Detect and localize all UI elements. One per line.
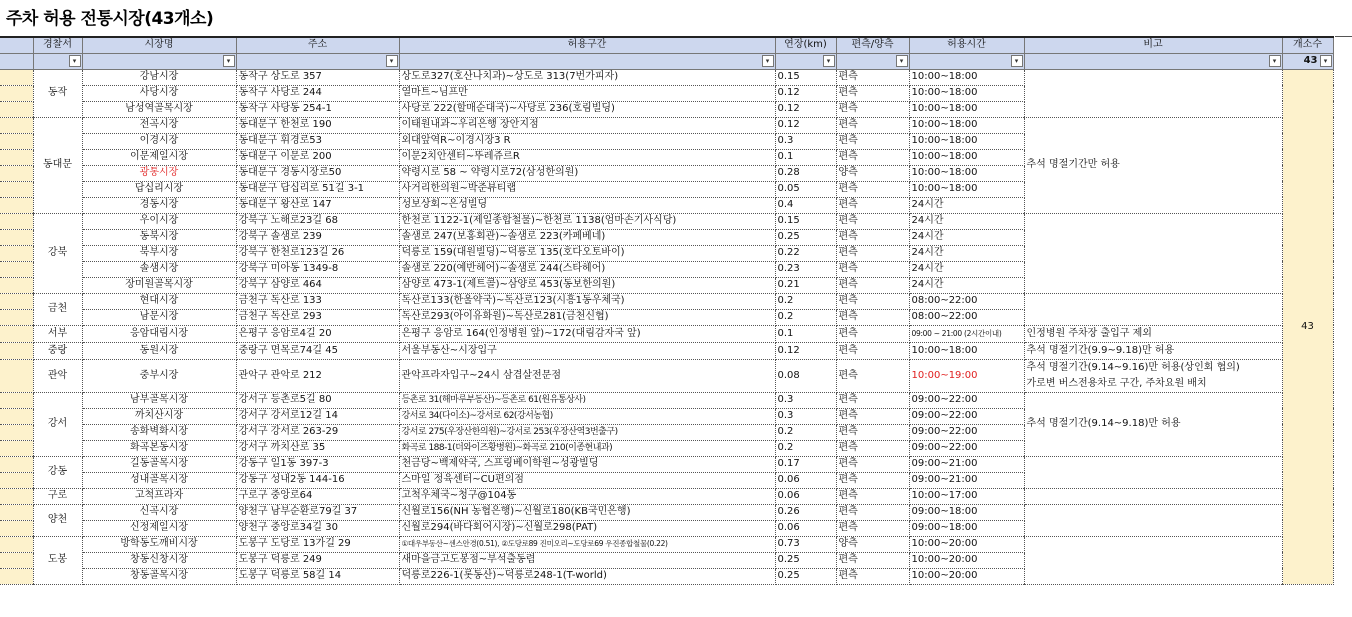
section-cell[interactable]: 덕릉로 159(대원빌딩)~덕릉로 135(호다오토바이) (399, 245, 775, 261)
section-cell[interactable]: 서울부동산~시장입구 (399, 342, 775, 359)
address-cell[interactable]: 중랑구 면목로74길 45 (236, 342, 399, 359)
row-margin-cell (0, 149, 33, 165)
section-cell[interactable]: 화곡로 188-1(더와이즈황병원)~화곡로 210(이종현내과) (399, 440, 775, 456)
length-cell[interactable]: 0.2 (775, 440, 836, 456)
row-margin-cell (0, 568, 33, 584)
hours-cell[interactable]: 10:00~18:00 (909, 133, 1024, 149)
address-cell[interactable]: 강북구 미아동 1349-8 (236, 261, 399, 277)
side-cell[interactable]: 편측 (836, 101, 909, 117)
header-row (0, 37, 1333, 53)
row-margin-cell (0, 101, 33, 117)
table-row (0, 293, 1333, 309)
side-cell[interactable]: 편측 (836, 309, 909, 325)
market-name-cell[interactable]: 현대시장 (82, 293, 236, 309)
section-cell[interactable]: ①대우부동산~센스안경(0.51), ②도당로89 진미오리~도당로69 우진종합철물(0.22) (399, 536, 775, 552)
hours-cell[interactable]: 10:00~17:00 (909, 488, 1024, 504)
row-margin-cell (0, 520, 33, 536)
hours-cell[interactable]: 24시간 (909, 197, 1024, 213)
address-cell[interactable]: 동대문구 답십리로 51길 3-1 (236, 181, 399, 197)
row-margin-cell (0, 293, 33, 309)
market-name-cell[interactable]: 사당시장 (82, 85, 236, 101)
address-cell[interactable]: 도봉구 덕릉로 58길 14 (236, 568, 399, 584)
remarks-cell[interactable] (1024, 342, 1282, 359)
hours-cell[interactable]: 24시간 (909, 277, 1024, 293)
remarks-cell[interactable] (1024, 293, 1282, 325)
side-cell[interactable]: 편측 (836, 325, 909, 342)
remarks-cell[interactable] (1024, 69, 1282, 117)
hours-cell[interactable]: 10:00~18:00 (909, 181, 1024, 197)
hours-cell[interactable]: 10:00~18:00 (909, 342, 1024, 359)
length-cell[interactable]: 0.12 (775, 101, 836, 117)
side-cell[interactable]: 편측 (836, 149, 909, 165)
length-cell[interactable]: 0.25 (775, 568, 836, 584)
filter-hours (909, 53, 1024, 69)
row-margin-cell (0, 536, 33, 552)
section-cell[interactable]: 성보상회~은성빌딩 (399, 197, 775, 213)
market-name-cell[interactable]: 강남시장 (82, 69, 236, 85)
length-cell[interactable]: 0.3 (775, 133, 836, 149)
police-station-cell[interactable]: 관악 (33, 359, 82, 392)
address-cell[interactable]: 양천구 남부순환로79길 37 (236, 504, 399, 520)
section-cell[interactable]: 덕릉로226-1(롯동산)~덕릉로248-1(T-world) (399, 568, 775, 584)
address-cell[interactable]: 동대문구 왕산로 147 (236, 197, 399, 213)
row-margin-cell (0, 342, 33, 359)
hours-cell[interactable]: 09:00~22:00 (909, 424, 1024, 440)
address-cell[interactable]: 동작구 사당동 254-1 (236, 101, 399, 117)
side-cell[interactable]: 편측 (836, 504, 909, 520)
length-cell[interactable]: 0.21 (775, 277, 836, 293)
remark-text: 추석 명절기간(9.9~9.18)만 허용 (1026, 344, 1175, 356)
header-length[interactable]: 연장(km) (775, 37, 836, 53)
row-margin-cell (0, 392, 33, 408)
side-cell[interactable]: 편측 (836, 293, 909, 309)
section-cell[interactable]: 솔샘로 220(예반헤어)~솔샘로 244(스타헤어) (399, 261, 775, 277)
side-cell[interactable]: 편측 (836, 424, 909, 440)
filter-length (775, 53, 836, 69)
market-name-cell[interactable]: 우이시장 (82, 213, 236, 229)
length-cell[interactable]: 0.12 (775, 117, 836, 133)
market-name-cell[interactable]: 솔샘시장 (82, 261, 236, 277)
length-cell[interactable]: 0.06 (775, 520, 836, 536)
table-row (0, 504, 1333, 520)
section-cell[interactable]: 스마일 정육센터~CU편의점 (399, 472, 775, 488)
dropdown-arrow-icon[interactable]: ▾ (896, 55, 908, 67)
table-row (0, 456, 1333, 472)
address-cell[interactable]: 강북구 솔샘로 239 (236, 229, 399, 245)
remarks-cell[interactable] (1024, 536, 1282, 584)
address-cell[interactable]: 강북구 한천로123길 26 (236, 245, 399, 261)
table-row (0, 342, 1333, 359)
market-name-cell[interactable]: 송화벽화시장 (82, 424, 236, 440)
hours-cell[interactable]: 10:00~20:00 (909, 536, 1024, 552)
address-cell[interactable]: 강북구 삼양로 464 (236, 277, 399, 293)
side-cell[interactable]: 편측 (836, 520, 909, 536)
length-cell[interactable]: 0.23 (775, 261, 836, 277)
header-hours[interactable]: 허용시간 (909, 37, 1024, 53)
side-cell[interactable]: 편측 (836, 229, 909, 245)
row-margin-cell (0, 488, 33, 504)
page-title: 주차 허용 전통시장(43개소) (6, 9, 214, 29)
row-margin-cell (0, 229, 33, 245)
market-name-cell[interactable]: 신정제일시장 (82, 520, 236, 536)
row-margin-cell (0, 213, 33, 229)
length-cell[interactable]: 0.2 (775, 424, 836, 440)
length-cell[interactable]: 0.06 (775, 488, 836, 504)
row-margin-cell (0, 456, 33, 472)
market-name-cell[interactable]: 동북시장 (82, 229, 236, 245)
remarks-cell[interactable] (1024, 456, 1282, 488)
market-name-cell[interactable]: 북부시장 (82, 245, 236, 261)
market-name-cell[interactable]: 광통시장 (82, 165, 236, 181)
address-cell[interactable]: 은평구 응암로4길 20 (236, 325, 399, 342)
hours-cell[interactable]: 10:00~18:00 (909, 85, 1024, 101)
hours-cell[interactable]: 09:00~18:00 (909, 520, 1024, 536)
police-station-cell[interactable]: 동대문 (33, 117, 82, 213)
address-cell[interactable]: 관악구 관악로 212 (236, 359, 399, 392)
side-cell[interactable]: 편측 (836, 440, 909, 456)
address-cell[interactable]: 동작구 상도로 357 (236, 69, 399, 85)
market-name-cell[interactable]: 길동골목시장 (82, 456, 236, 472)
row-margin-cell (0, 424, 33, 440)
header-market[interactable]: 시장명 (82, 37, 236, 53)
row-margin-cell (0, 165, 33, 181)
hours-cell[interactable]: 09:00 ~ 21:00 (2시간이내) (909, 325, 1024, 342)
hours-cell[interactable]: 10:00~18:00 (909, 69, 1024, 85)
length-cell[interactable]: 0.25 (775, 552, 836, 568)
row-margin-cell (0, 552, 33, 568)
side-cell[interactable]: 편측 (836, 245, 909, 261)
length-cell[interactable]: 0.06 (775, 472, 836, 488)
hours-cell[interactable]: 24시간 (909, 229, 1024, 245)
remarks-cell[interactable] (1024, 488, 1282, 504)
row-margin-cell (0, 117, 33, 133)
dropdown-arrow-icon[interactable]: ▾ (1320, 55, 1332, 67)
side-cell[interactable]: 편측 (836, 392, 909, 408)
section-cell[interactable]: 열마트~님프만 (399, 85, 775, 101)
remark-text: 인정병원 주차장 출입구 제외 (1026, 327, 1152, 339)
side-cell[interactable]: 편측 (836, 568, 909, 584)
side-cell[interactable]: 양측 (836, 536, 909, 552)
market-name-cell[interactable]: 고척프라자 (82, 488, 236, 504)
section-cell[interactable]: 새마을금고도봉점~부석출동렴 (399, 552, 775, 568)
dropdown-arrow-icon[interactable]: ▾ (823, 55, 835, 67)
hours-cell[interactable]: 09:00~22:00 (909, 392, 1024, 408)
hours-cell[interactable]: 10:00~18:00 (909, 149, 1024, 165)
market-name-cell[interactable]: 창동신창시장 (82, 552, 236, 568)
length-cell[interactable]: 0.17 (775, 456, 836, 472)
length-cell[interactable]: 0.12 (775, 342, 836, 359)
side-cell[interactable]: 편측 (836, 197, 909, 213)
section-cell[interactable]: 사거리한의원~박준뷰티랩 (399, 181, 775, 197)
dropdown-arrow-icon[interactable]: ▾ (69, 55, 81, 67)
market-name-cell[interactable]: 전곡시장 (82, 117, 236, 133)
hours-cell[interactable]: 10:00~19:00 (909, 359, 1024, 392)
side-cell[interactable]: 편측 (836, 277, 909, 293)
market-name-cell[interactable]: 이경시장 (82, 133, 236, 149)
address-cell[interactable]: 강동구 일1동 397-3 (236, 456, 399, 472)
length-cell[interactable]: 0.2 (775, 293, 836, 309)
hours-cell[interactable]: 10:00~18:00 (909, 101, 1024, 117)
address-cell[interactable]: 동대문구 한천로 190 (236, 117, 399, 133)
section-cell[interactable]: 신월로294(바다회어시장)~신월로298(PAT) (399, 520, 775, 536)
market-name-cell[interactable]: 화곡본동시장 (82, 440, 236, 456)
hours-cell[interactable]: 09:00~21:00 (909, 456, 1024, 472)
remarks-cell[interactable] (1024, 392, 1282, 456)
row-margin-cell (0, 325, 33, 342)
length-cell[interactable]: 0.1 (775, 325, 836, 342)
side-cell[interactable]: 편측 (836, 69, 909, 85)
side-cell[interactable]: 편측 (836, 261, 909, 277)
hours-cell[interactable]: 24시간 (909, 261, 1024, 277)
side-cell[interactable]: 편측 (836, 472, 909, 488)
section-cell[interactable]: 사당로 222(할매순대국)~사당로 236(호림빌딩) (399, 101, 775, 117)
address-cell[interactable]: 동작구 사당로 244 (236, 85, 399, 101)
dropdown-arrow-icon[interactable]: ▾ (386, 55, 398, 67)
remark-text: 추석 명절기간만 허용 (1026, 159, 1120, 170)
address-cell[interactable]: 동대문구 휘경로53 (236, 133, 399, 149)
dropdown-arrow-icon[interactable]: ▾ (762, 55, 774, 67)
row-margin-cell (0, 245, 33, 261)
header-remarks[interactable]: 비고 (1024, 37, 1282, 53)
row-margin-cell (0, 197, 33, 213)
market-name-cell[interactable]: 장미원골목시장 (82, 277, 236, 293)
row-margin-cell (0, 69, 33, 85)
row-margin-cell (0, 408, 33, 424)
filter-count (1282, 53, 1333, 69)
side-cell[interactable]: 편측 (836, 359, 909, 392)
side-cell[interactable]: 편측 (836, 408, 909, 424)
remark-text: 추석 명절기간(9.14~9.18)만 허용 (1026, 418, 1181, 429)
side-cell[interactable]: 양측 (836, 165, 909, 181)
table-row (0, 488, 1333, 504)
length-cell[interactable]: 0.2 (775, 309, 836, 325)
market-name-cell[interactable]: 남성역골목시장 (82, 101, 236, 117)
table-row (0, 359, 1333, 392)
filter-section (399, 53, 775, 69)
row-margin-cell (0, 261, 33, 277)
length-cell[interactable]: 0.25 (775, 229, 836, 245)
hours-cell[interactable]: 24시간 (909, 245, 1024, 261)
address-cell[interactable]: 강서구 강서로12길 14 (236, 408, 399, 424)
hours-cell[interactable]: 10:00~20:00 (909, 552, 1024, 568)
length-cell[interactable]: 0.1 (775, 149, 836, 165)
police-station-cell[interactable]: 금천 (33, 293, 82, 325)
address-cell[interactable]: 강동구 성내2동 144-16 (236, 472, 399, 488)
police-station-cell[interactable]: 중랑 (33, 342, 82, 359)
header-section[interactable]: 허용구간 (399, 37, 775, 53)
length-cell[interactable]: 0.12 (775, 85, 836, 101)
side-cell[interactable]: 편측 (836, 342, 909, 359)
filter-address (236, 53, 399, 69)
filter-row (0, 53, 1333, 69)
side-cell[interactable]: 편측 (836, 181, 909, 197)
length-cell[interactable]: 0.28 (775, 165, 836, 181)
table-row (0, 213, 1333, 229)
market-name-cell[interactable]: 남문시장 (82, 309, 236, 325)
police-station-cell[interactable]: 구로 (33, 488, 82, 504)
row-margin-cell (0, 133, 33, 149)
police-station-cell[interactable]: 강서 (33, 392, 82, 456)
filter-market (82, 53, 236, 69)
header-side[interactable]: 편측/양측 (836, 37, 909, 53)
section-cell[interactable]: 독산로133(한울약국)~독산로123(시흥1동우체국) (399, 293, 775, 309)
row-margin-cell (0, 440, 33, 456)
section-cell[interactable]: 상도로327(호산나치과)~상도로 313(7번가피자) (399, 69, 775, 85)
section-cell[interactable]: 천금당~백제약국, 스프링베이학원~성광빌딩 (399, 456, 775, 472)
section-cell[interactable]: 이태원내과~우리은행 장안지점 (399, 117, 775, 133)
dropdown-arrow-icon[interactable]: ▾ (223, 55, 235, 67)
hours-cell[interactable]: 09:00~21:00 (909, 472, 1024, 488)
section-cell[interactable]: 관악프라자입구~24시 삼겹살전문점 (399, 359, 775, 392)
address-cell[interactable]: 양천구 중앙로34길 30 (236, 520, 399, 536)
section-cell[interactable]: 등촌로 31(해마루부동산)~등촌로 61(원유통상사) (399, 392, 775, 408)
filter-count-value: 43 (1303, 54, 1318, 66)
section-cell[interactable]: 솔샘로 247(보홍회관)~솔샘로 223(카페베네) (399, 229, 775, 245)
market-name-cell[interactable]: 응암대림시장 (82, 325, 236, 342)
header-count[interactable]: 개소수 (1282, 37, 1333, 53)
address-cell[interactable]: 강서구 까치산로 35 (236, 440, 399, 456)
dropdown-arrow-icon[interactable]: ▾ (1269, 55, 1281, 67)
hours-cell[interactable]: 10:00~18:00 (909, 165, 1024, 181)
length-cell[interactable]: 0.15 (775, 213, 836, 229)
police-station-cell[interactable]: 강동 (33, 456, 82, 488)
address-cell[interactable]: 강북구 노해로23길 68 (236, 213, 399, 229)
remark-text: 가로변 버스전용차로 구간, 주차요원 배치 (1026, 377, 1207, 389)
market-name-cell[interactable]: 동원시장 (82, 342, 236, 359)
remark-text: 추석 명절기간(9.14~9.16)만 허용(상인회 협의) (1026, 361, 1240, 373)
police-station-cell[interactable]: 강북 (33, 213, 82, 293)
section-cell[interactable]: 삼양로 473-1(제트콜)~삼양로 453(동보한의원) (399, 277, 775, 293)
row-margin-cell (0, 181, 33, 197)
section-cell[interactable]: 독산로293(아이유화원)~독산로281(금천신협) (399, 309, 775, 325)
address-cell[interactable]: 금천구 독산로 133 (236, 293, 399, 309)
section-cell[interactable]: 이문2치안센터~뚜레쥬르R (399, 149, 775, 165)
side-cell[interactable]: 편측 (836, 552, 909, 568)
police-station-cell[interactable]: 양천 (33, 504, 82, 536)
market-name-cell[interactable]: 중부시장 (82, 359, 236, 392)
address-cell[interactable]: 구로구 중앙로64 (236, 488, 399, 504)
address-cell[interactable]: 금천구 독산로 293 (236, 309, 399, 325)
filter-side (836, 53, 909, 69)
address-cell[interactable]: 동대문구 경동시장로50 (236, 165, 399, 181)
hours-cell[interactable]: 09:00~22:00 (909, 408, 1024, 424)
market-name-cell[interactable]: 창동골목시장 (82, 568, 236, 584)
hours-cell[interactable]: 24시간 (909, 213, 1024, 229)
total-count-cell[interactable]: 43 (1282, 69, 1333, 584)
row-margin-cell (0, 359, 33, 392)
row-margin-cell (0, 472, 33, 488)
row-margin-cell (0, 85, 33, 101)
length-cell[interactable]: 0.3 (775, 392, 836, 408)
row-margin-cell (0, 504, 33, 520)
market-name-cell[interactable]: 방학동도깨비시장 (82, 536, 236, 552)
length-cell[interactable]: 0.3 (775, 408, 836, 424)
header-police[interactable]: 경찰서 (33, 37, 82, 53)
side-cell[interactable]: 편측 (836, 117, 909, 133)
section-cell[interactable]: 강서로 275(우장산한의원)~강서로 253(우장산역3번출구) (399, 424, 775, 440)
filter-police (33, 53, 82, 69)
filter-cell (0, 53, 33, 69)
police-station-cell[interactable]: 동작 (33, 69, 82, 117)
side-cell[interactable]: 편측 (836, 456, 909, 472)
market-name-cell[interactable]: 답십리시장 (82, 181, 236, 197)
market-name-cell[interactable]: 남부골목시장 (82, 392, 236, 408)
section-cell[interactable]: 약령시로 58 ~ 약령시로72(삼성한의원) (399, 165, 775, 181)
hours-cell[interactable]: 09:00~22:00 (909, 440, 1024, 456)
section-cell[interactable]: 외대앞역R~이경시장3 R (399, 133, 775, 149)
row-margin-cell (0, 277, 33, 293)
length-cell[interactable]: 0.15 (775, 69, 836, 85)
row-margin-cell (0, 309, 33, 325)
remarks-cell[interactable] (1024, 325, 1282, 342)
dropdown-arrow-icon[interactable]: ▾ (1011, 55, 1023, 67)
length-cell[interactable]: 0.08 (775, 359, 836, 392)
market-name-cell[interactable]: 이문제일시장 (82, 149, 236, 165)
section-cell[interactable]: 강서로 34(다이소)~강서로 62(강서농협) (399, 408, 775, 424)
side-cell[interactable]: 편측 (836, 133, 909, 149)
remarks-cell[interactable] (1024, 213, 1282, 293)
table-row (0, 117, 1333, 133)
section-cell[interactable]: 은평구 응암로 164(인정병원 앞)~172(대림감자국 앞) (399, 325, 775, 342)
length-cell[interactable]: 0.4 (775, 197, 836, 213)
table-row (0, 536, 1333, 552)
address-cell[interactable]: 도봉구 덕릉로 249 (236, 552, 399, 568)
table-row (0, 69, 1333, 85)
address-cell[interactable]: 도봉구 도당로 13가길 29 (236, 536, 399, 552)
table-row (0, 325, 1333, 342)
side-cell[interactable]: 편측 (836, 213, 909, 229)
market-name-cell[interactable]: 까치산시장 (82, 408, 236, 424)
hours-cell[interactable]: 08:00~22:00 (909, 293, 1024, 309)
side-cell[interactable]: 편측 (836, 85, 909, 101)
address-cell[interactable]: 강서구 강서로 263-29 (236, 424, 399, 440)
market-table (0, 36, 1334, 585)
side-cell[interactable]: 편측 (836, 488, 909, 504)
remarks-cell[interactable] (1024, 359, 1282, 392)
address-cell[interactable]: 강서구 등촌로5길 80 (236, 392, 399, 408)
length-cell[interactable]: 0.73 (775, 536, 836, 552)
sheet-edge-line (1335, 36, 1352, 37)
police-station-cell[interactable]: 서부 (33, 325, 82, 342)
hours-cell[interactable]: 10:00~20:00 (909, 568, 1024, 584)
section-cell[interactable]: 고척우체국~청구@104동 (399, 488, 775, 504)
length-cell[interactable]: 0.05 (775, 181, 836, 197)
header-address[interactable]: 주소 (236, 37, 399, 53)
length-cell[interactable]: 0.22 (775, 245, 836, 261)
remarks-cell[interactable] (1024, 117, 1282, 213)
address-cell[interactable]: 동대문구 이문로 200 (236, 149, 399, 165)
market-name-cell[interactable]: 신곡시장 (82, 504, 236, 520)
section-cell[interactable]: 신월로156(NH 농협은행)~신월로180(KB국민은행) (399, 504, 775, 520)
hours-cell[interactable]: 09:00~18:00 (909, 504, 1024, 520)
table-row (0, 392, 1333, 408)
market-name-cell[interactable]: 경동시장 (82, 197, 236, 213)
filter-remarks (1024, 53, 1282, 69)
hours-cell[interactable]: 08:00~22:00 (909, 309, 1024, 325)
hours-cell[interactable]: 10:00~18:00 (909, 117, 1024, 133)
header-blank (0, 37, 33, 53)
length-cell[interactable]: 0.26 (775, 504, 836, 520)
market-name-cell[interactable]: 성내골목시장 (82, 472, 236, 488)
remarks-cell[interactable] (1024, 504, 1282, 536)
police-station-cell[interactable]: 도봉 (33, 536, 82, 584)
section-cell[interactable]: 한천로 1122-1(제일종합철물)~한천로 1138(엄마손기사식당) (399, 213, 775, 229)
